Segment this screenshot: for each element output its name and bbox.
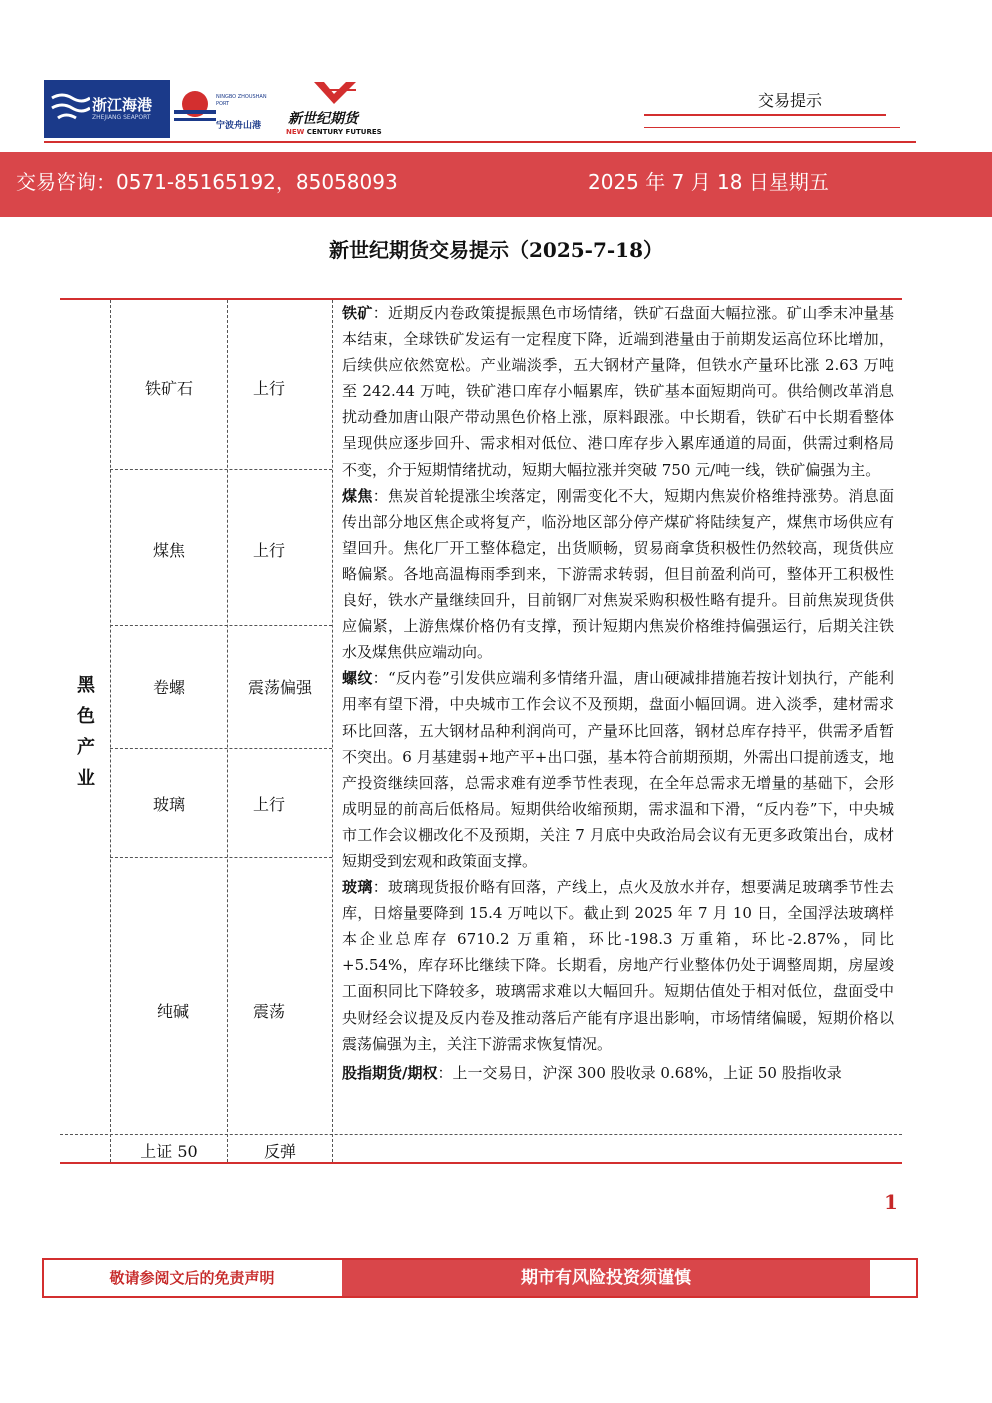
doc-type-label: 交易提示: [758, 91, 823, 110]
analysis-paragraph: [342, 665, 894, 874]
footer-risk-warning: 期市有风险投资须谨慎: [342, 1260, 870, 1296]
analysis-text: ：上一交易日，沪深 300 股收录 0.68%，上证 50 股指收录: [437, 1063, 842, 1082]
banner-date: 2025 年 7 月 18 日星期五: [588, 170, 829, 194]
row-divider-5: [60, 1134, 902, 1135]
banner-contact: 交易咨询：0571-85165192，85058093: [16, 170, 398, 194]
port-sun-icon: [174, 86, 216, 132]
table-vline-1: [110, 300, 111, 1162]
row-divider-3: [110, 748, 332, 749]
logo-nc-en-new: NEW: [286, 128, 305, 136]
analysis-label: 玻璃: [342, 878, 373, 897]
analysis-text: ：玻璃现货报价略有回落，产线上，点火及放水并存，想要满足玻璃季节性去库，日熔量要降到 15.4 万吨以下。截止到 2025 年 7 月 10 日，全国浮法玻璃样本企业总库存 6710.2 万重箱，环比-198.3 万重箱，环比-2.87%，同比+5.54%，库存环比继续下降。长期看，房地产行业整体仍处于调整周期，房屋竣工面积同比下降较多，玻璃需求难以大幅回升。短期估值处于相对低位，盘面受中央财经会议提及反内卷及推动落后产能有序退出影响，市场情绪偏暖，短期价格以震荡偏强为主，关注下游需求恢复情况。: [342, 878, 894, 1053]
zhejiang-seaport-logo: [44, 80, 274, 138]
category-label: [62, 670, 110, 794]
new-century-arrow-icon: [312, 80, 358, 108]
analysis-label: 螺纹: [342, 669, 373, 688]
analysis-text: ：“反内卷”引发供应端利多情绪升温，唐山硬减排措施若按计划执行，产能利用率有望下滑，中央城市工作会议不及预期，盘面小幅回调。进入淡季，建材需求环比回落，五大钢材品种利润尚可，产量环比回落，钢材总库存持平，供需矛盾暂不突出。6 月基建弱+地产平+出口强，基本符合前期预期，外需出口提前透支，地产投资继续回落，总需求难有逆季节性表现，在全年总需求无增量的基础下，会形成明显的前高后低格局。短期供给收缩预期，需求温和下滑，“反内卷”下，中央城市工作会议棚改化不及预期，关注 7 月底中央政治局会议有无更多政策出台，成材短期受到宏观和政策面支撑。: [342, 669, 894, 870]
analysis-paragraph: [342, 483, 894, 666]
footer-disclaimer[interactable]: 敬请参阅文后的免责声明: [44, 1260, 340, 1296]
new-century-futures-logo: [284, 80, 396, 138]
header-rule-bottom: [44, 141, 916, 143]
product-cell: 纯碱: [156, 1002, 189, 1021]
analysis-label: 股指期货/期权: [342, 1063, 438, 1082]
trend-cell: 震荡: [252, 1002, 285, 1021]
document-title: 新世纪期货交易提示（2025-7-18）: [328, 238, 663, 262]
analysis-text: ：焦炭首轮提涨尘埃落定，刚需变化不大，短期内焦炭价格维持涨势。消息面传出部分地区焦企或将复产，临汾地区部分停产煤矿将陆续复产，煤焦市场供应有望回升。焦化厂开工整体稳定，出货顺畅，贸易商拿货积极性仍然较高，现货供应略偏紧。各地高温梅雨季到来，下游需求转弱，但目前盈利尚可，整体开工积极性良好，铁水产量继续回升，目前钢厂对焦炭采购积极性略有提升。目前焦炭现货供应偏紧，上游焦煤价格仍有支撑，预计短期内焦炭价格维持偏强运行，后期关注铁水及煤焦供应端动向。: [342, 486, 894, 662]
row-divider-2: [110, 625, 332, 626]
analysis-label: 铁矿: [342, 304, 373, 322]
logo-nc-en: [286, 128, 382, 136]
seaport-wave-icon: [50, 90, 90, 128]
header-rule-mid: [644, 127, 900, 128]
header-rule-top: [644, 114, 886, 116]
analysis-paragraph: [342, 1060, 894, 1086]
logo-port-cn: 宁波舟山港: [216, 121, 262, 131]
trend-cell: 上行: [252, 795, 285, 814]
analysis-column: [342, 300, 894, 1086]
logo-nc-en-rest: CENTURY FUTURES: [304, 128, 382, 136]
product-cell: 卷螺: [152, 678, 185, 697]
product-cell: 煤焦: [152, 541, 185, 560]
product-cell: 上证 50: [140, 1142, 198, 1161]
analysis-paragraph: [342, 874, 894, 1057]
trend-cell: 震荡偏强: [247, 678, 312, 697]
trend-cell: 上行: [252, 379, 285, 398]
table-bottom-border: [60, 1162, 902, 1164]
logo-nc-cn: 新世纪期货: [288, 111, 358, 127]
analysis-label: 煤焦: [342, 486, 373, 505]
logo-zj-en: ZHEJIANG SEAPORT: [92, 114, 151, 121]
table-vline-2: [227, 300, 228, 1162]
analysis-text: ：近期反内卷政策提振黑色市场情绪，铁矿石盘面大幅拉涨。矿山季末冲量基本结束，全球铁矿发运有一定程度下降，近端到港量由于前期发运高位环比增加，后续供应依然宽松。产业端淡季，五大钢材产量降，但铁水产量环比涨 2.63 万吨至 242.44 万吨，铁矿港口库存小幅累库，铁矿基本面短期尚可。供给侧改革消息扰动叠加唐山限产带动黑色价格上涨，原料跟涨。中长期看，铁矿石中长期看整体呈现供应逐步回升、需求相对低位、港口库存步入累库通道的局面，供需过剩格局不变，介于短期情绪扰动，短期大幅拉涨并突破 750 元/吨一线，铁矿偏强为主。: [342, 304, 894, 479]
table-vline-3: [332, 300, 333, 1162]
page-number: 1: [884, 1190, 898, 1214]
category-text: 黑色产业: [77, 675, 95, 789]
trend-cell: 上行: [252, 541, 285, 560]
product-cell: 玻璃: [152, 795, 185, 814]
logo-zj-cn: 浙江海港: [92, 96, 153, 114]
trend-cell: 反弹: [263, 1142, 296, 1161]
row-divider-4: [110, 857, 332, 858]
logo-port-en: NINGBO ZHOUSHAN PORT: [216, 94, 267, 107]
product-cell: 铁矿石: [144, 379, 193, 398]
row-divider-1: [110, 469, 332, 470]
analysis-paragraph: [342, 300, 894, 483]
